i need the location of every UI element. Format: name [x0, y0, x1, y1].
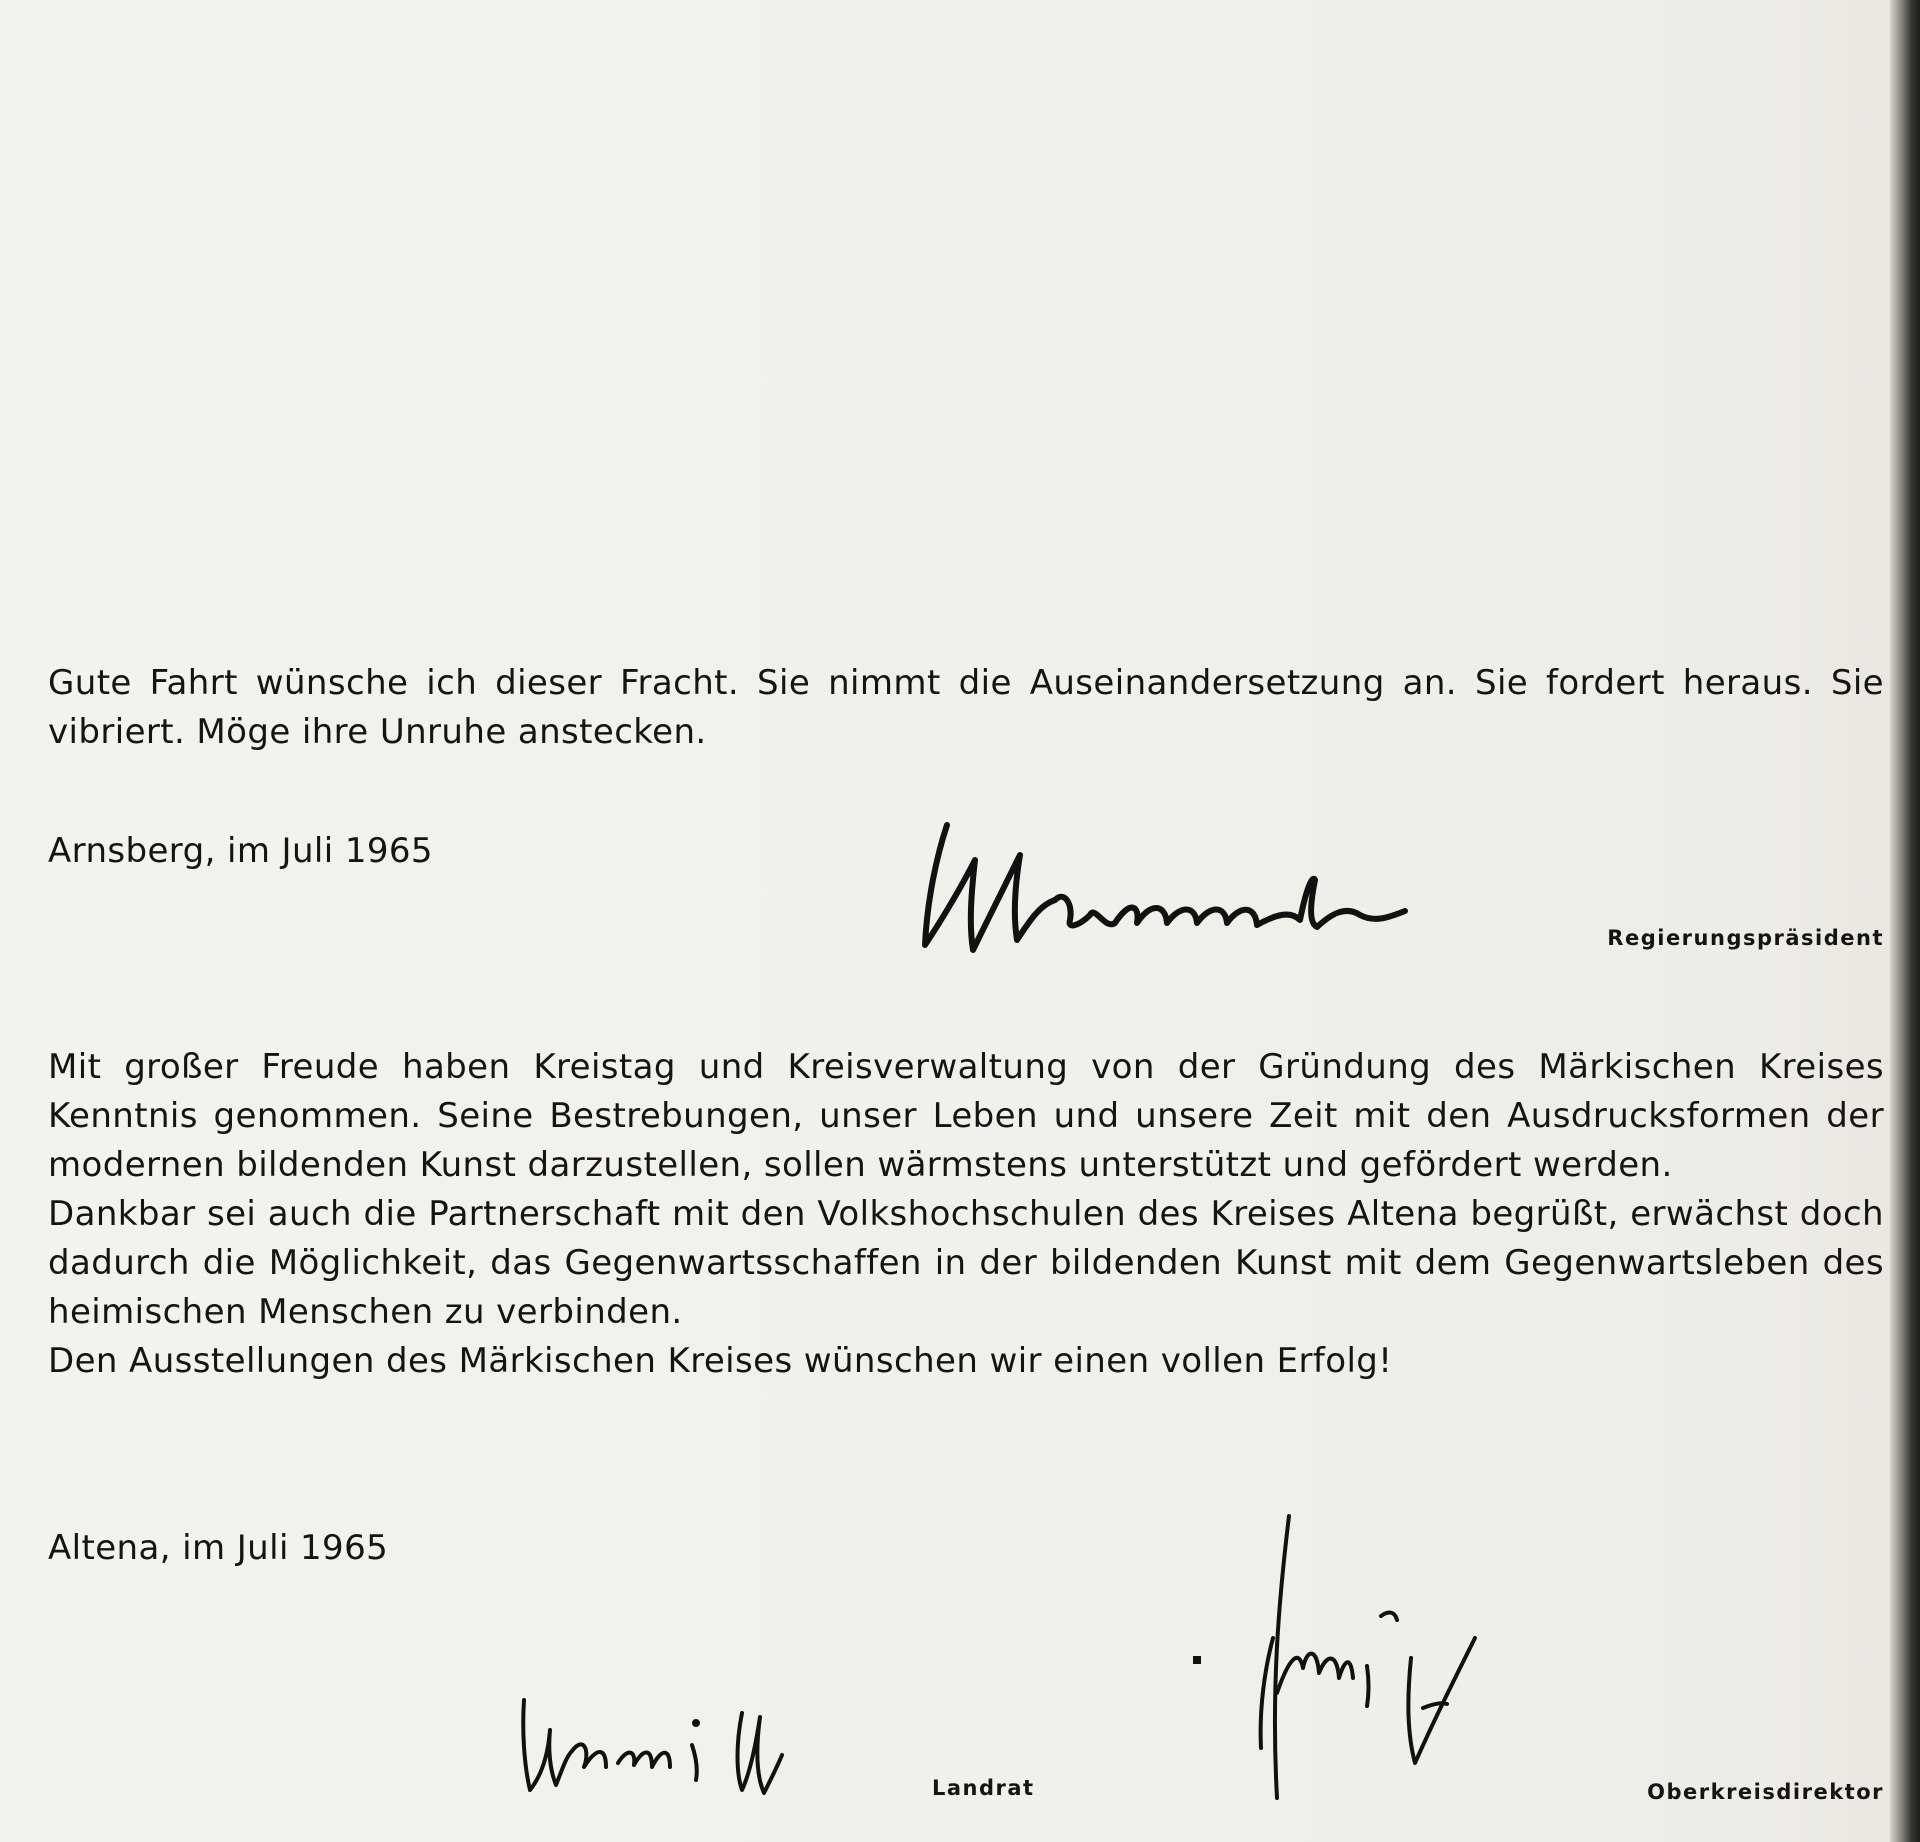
place-date-altena: Altena, im Juli 1965: [48, 1528, 389, 1568]
district-paragraph-3: Den Ausstellungen des Märkischen Kreises wünschen wir einen vollen Erfolg!: [48, 1341, 1393, 1381]
signer-title-oberkreisdirektor: Oberkreisdirektor: [1647, 1780, 1884, 1804]
signature-regierungspraesident: [905, 805, 1525, 965]
signature-landrat: [510, 1685, 840, 1805]
page-edge-shadow: [1890, 0, 1920, 1842]
district-paragraphs: [48, 1043, 1884, 1386]
district-paragraph-2: Dankbar sei auch die Partnerschaft mit den Volkshochschulen des Kreises Altena begrüßt, erwächst doch dadurch die Möglichkeit, das Gegenwartsschaffen in der bildenden Kunst mit dem Gegenwartsleben des heimischen Menschen zu verbinden.: [48, 1194, 1884, 1332]
signer-title-landrat: Landrat: [932, 1776, 1035, 1800]
signer-title-regierungspraesident: Regierungspräsident: [1607, 926, 1884, 950]
signature-oberkreisdirektor: [1185, 1508, 1545, 1808]
district-paragraph-1: Mit großer Freude haben Kreistag und Kreisverwaltung von der Gründung des Märkischen Kreises Kenntnis genommen. Seine Bestrebungen, unser Leben und unsere Zeit mit den Ausdrucksformen der modernen bildenden Kunst darzustellen, sollen wärmstens unterstützt und gefördert werden.: [48, 1047, 1884, 1185]
greeting-text: Gute Fahrt wünsche ich dieser Fracht. Sie nimmt die Auseinandersetzung an. Sie fordert heraus. Sie vibriert. Möge ihre Unruhe anstecken.: [48, 663, 1884, 752]
place-date-arnsberg: Arnsberg, im Juli 1965: [48, 831, 433, 871]
greeting-paragraph: [48, 659, 1884, 757]
